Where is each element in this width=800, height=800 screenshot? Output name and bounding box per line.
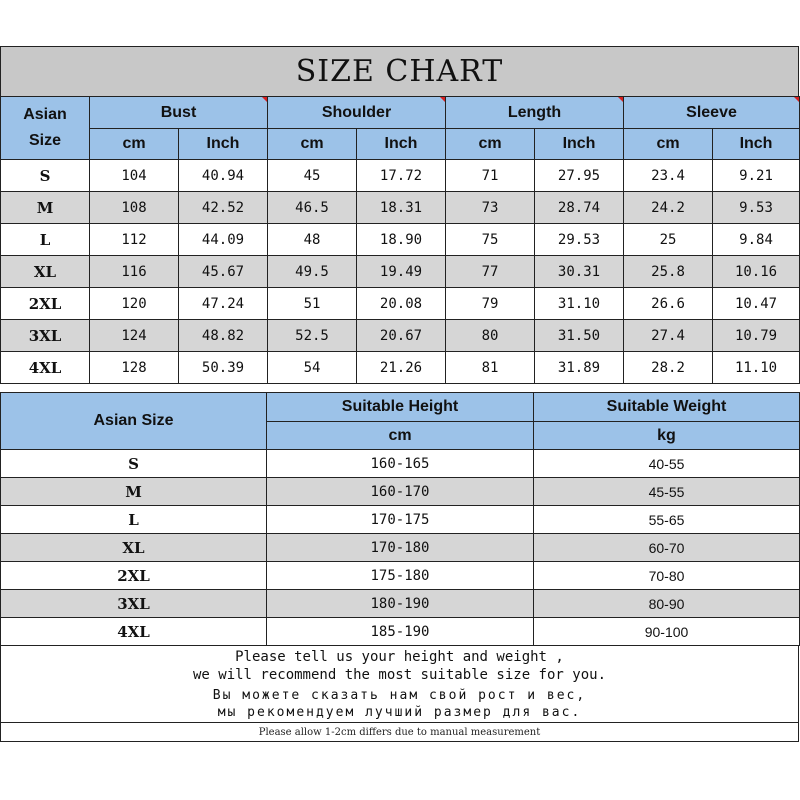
measurement-row: [1, 256, 800, 288]
shoulder-in-value: 18.90: [357, 224, 446, 256]
bust-in-value: 42.52: [179, 192, 268, 224]
fit-row: [1, 534, 800, 562]
length-in-value: 30.31: [535, 256, 624, 288]
measurement-disclaimer: Please allow 1-2cm differs due to manual measurement: [1, 722, 798, 741]
bust-cm-value: 108: [90, 192, 179, 224]
fit-row: [1, 506, 800, 534]
size-label: 2XL: [1, 288, 90, 320]
shoulder-cm-value: 51: [268, 288, 357, 320]
shoulder-cm-value: 45: [268, 160, 357, 192]
size-label: M: [1, 192, 90, 224]
fit-size-label: S: [1, 450, 267, 478]
sleeve-header: Sleeve: [624, 97, 800, 129]
unit-inch: Inch: [179, 129, 268, 160]
shoulder-cm-value: 48: [268, 224, 357, 256]
chart-title: SIZE CHART: [0, 46, 799, 96]
weight-range: 55-65: [534, 506, 800, 534]
bust-cm-value: 104: [90, 160, 179, 192]
suitable-weight-header: Suitable Weight: [534, 393, 800, 422]
note-english: [1, 646, 798, 685]
fit-size-label: 2XL: [1, 562, 267, 590]
length-in-value: 29.53: [535, 224, 624, 256]
fit-size-label: 4XL: [1, 618, 267, 646]
measurement-row: [1, 160, 800, 192]
shoulder-in-value: 21.26: [357, 352, 446, 384]
note-english-line2: we will recommend the most suitable size for you.: [192, 666, 606, 683]
fit-row: [1, 590, 800, 618]
height-range: 170-175: [267, 506, 534, 534]
height-range: 160-170: [267, 478, 534, 506]
suitable-height-header: Suitable Height: [267, 393, 534, 422]
height-unit: cm: [267, 422, 534, 450]
measurement-row: [1, 224, 800, 256]
length-in-value: 31.89: [535, 352, 624, 384]
measurement-row: [1, 352, 800, 384]
size-label: S: [1, 160, 90, 192]
sleeve-in-value: 10.47: [713, 288, 800, 320]
sleeve-cm-value: 27.4: [624, 320, 713, 352]
fit-row: [1, 618, 800, 646]
unit-inch: Inch: [713, 129, 800, 160]
fit-table: [0, 392, 800, 646]
fit-size-label: L: [1, 506, 267, 534]
shoulder-header: Shoulder: [268, 97, 446, 129]
note-russian: [1, 685, 798, 722]
length-cm-value: 75: [446, 224, 535, 256]
shoulder-in-value: 20.08: [357, 288, 446, 320]
shoulder-in-value: 19.49: [357, 256, 446, 288]
weight-range: 45-55: [534, 478, 800, 506]
fit-row: [1, 478, 800, 506]
fit-row: [1, 450, 800, 478]
length-in-value: 28.74: [535, 192, 624, 224]
shoulder-in-value: 18.31: [357, 192, 446, 224]
bust-header: Bust: [90, 97, 268, 129]
fit-size-label: M: [1, 478, 267, 506]
measurement-row: [1, 192, 800, 224]
note-english-line1: Please tell us your height and weight ,: [235, 648, 564, 665]
size-label: 4XL: [1, 352, 90, 384]
sleeve-cm-value: 25: [624, 224, 713, 256]
sleeve-in-value: 10.16: [713, 256, 800, 288]
weight-range: 70-80: [534, 562, 800, 590]
weight-range: 40-55: [534, 450, 800, 478]
sleeve-in-value: 9.53: [713, 192, 800, 224]
bust-in-value: 48.82: [179, 320, 268, 352]
weight-range: 90-100: [534, 618, 800, 646]
unit-inch: Inch: [357, 129, 446, 160]
bust-cm-value: 116: [90, 256, 179, 288]
length-cm-value: 73: [446, 192, 535, 224]
length-header: Length: [446, 97, 624, 129]
measurement-row: [1, 288, 800, 320]
length-in-value: 27.95: [535, 160, 624, 192]
bust-in-value: 50.39: [179, 352, 268, 384]
size-label: L: [1, 224, 90, 256]
height-range: 180-190: [267, 590, 534, 618]
height-range: 160-165: [267, 450, 534, 478]
sleeve-in-value: 10.79: [713, 320, 800, 352]
unit-cm: cm: [624, 129, 713, 160]
unit-cm: cm: [268, 129, 357, 160]
sleeve-cm-value: 26.6: [624, 288, 713, 320]
length-cm-value: 77: [446, 256, 535, 288]
shoulder-cm-value: 54: [268, 352, 357, 384]
length-in-value: 31.50: [535, 320, 624, 352]
shoulder-in-value: 20.67: [357, 320, 446, 352]
unit-inch: Inch: [535, 129, 624, 160]
asian-size-header-line1: Asian: [23, 106, 67, 123]
shoulder-cm-value: 46.5: [268, 192, 357, 224]
bust-cm-value: 128: [90, 352, 179, 384]
length-cm-value: 80: [446, 320, 535, 352]
length-cm-value: 79: [446, 288, 535, 320]
shoulder-in-value: 17.72: [357, 160, 446, 192]
asian-size-header: [1, 97, 90, 160]
bust-in-value: 44.09: [179, 224, 268, 256]
sleeve-in-value: 9.21: [713, 160, 800, 192]
unit-cm: cm: [90, 129, 179, 160]
weight-unit: kg: [534, 422, 800, 450]
sleeve-cm-value: 28.2: [624, 352, 713, 384]
measurements-table: [0, 96, 800, 384]
size-label: 3XL: [1, 320, 90, 352]
shoulder-cm-value: 52.5: [268, 320, 357, 352]
sleeve-cm-value: 24.2: [624, 192, 713, 224]
sleeve-in-value: 11.10: [713, 352, 800, 384]
asian-size-header-line2: Size: [28, 132, 61, 149]
fit-row: [1, 562, 800, 590]
bust-in-value: 40.94: [179, 160, 268, 192]
measurement-row: [1, 320, 800, 352]
weight-range: 80-90: [534, 590, 800, 618]
size-note: [0, 646, 799, 742]
bust-cm-value: 120: [90, 288, 179, 320]
unit-cm: cm: [446, 129, 535, 160]
fit-size-label: 3XL: [1, 590, 267, 618]
weight-range: 60-70: [534, 534, 800, 562]
sleeve-cm-value: 23.4: [624, 160, 713, 192]
note-russian-line2: мы рекомендуем лучший размер для вас.: [217, 704, 582, 720]
length-cm-value: 71: [446, 160, 535, 192]
length-cm-value: 81: [446, 352, 535, 384]
bust-cm-value: 112: [90, 224, 179, 256]
fit-asian-size-header: Asian Size: [1, 393, 267, 450]
shoulder-cm-value: 49.5: [268, 256, 357, 288]
size-label: XL: [1, 256, 90, 288]
length-in-value: 31.10: [535, 288, 624, 320]
bust-cm-value: 124: [90, 320, 179, 352]
height-range: 185-190: [267, 618, 534, 646]
fit-size-label: XL: [1, 534, 267, 562]
height-range: 175-180: [267, 562, 534, 590]
sleeve-in-value: 9.84: [713, 224, 800, 256]
size-chart: [0, 46, 799, 742]
height-range: 170-180: [267, 534, 534, 562]
sleeve-cm-value: 25.8: [624, 256, 713, 288]
bust-in-value: 47.24: [179, 288, 268, 320]
bust-in-value: 45.67: [179, 256, 268, 288]
note-russian-line1: Вы можете сказать нам свой рост и вес,: [212, 687, 587, 703]
